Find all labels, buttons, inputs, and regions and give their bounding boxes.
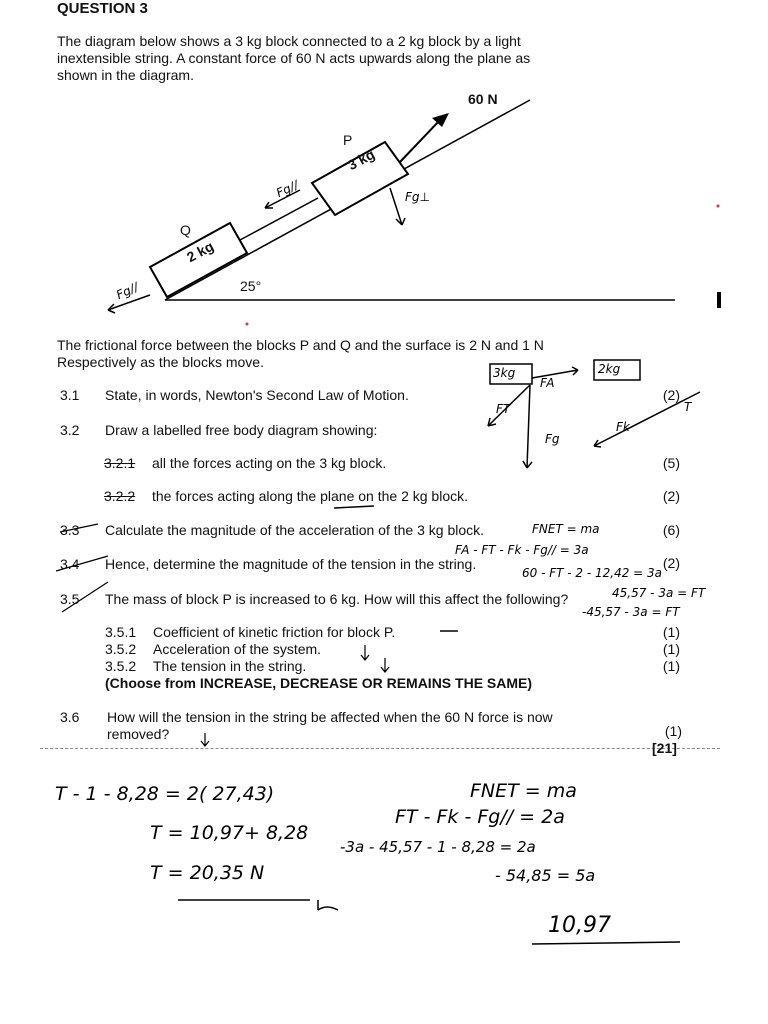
choose-instruction: (Choose from INCREASE, DECREASE OR REMAINS THE SAME): [105, 675, 533, 691]
hw-fnet-2: FNET = ma: [470, 780, 577, 802]
question-title: QUESTION 3: [57, 0, 148, 17]
item-3-1-num: 3.1: [60, 387, 80, 403]
intro-line-1: The diagram below shows a 3 kg block connected to a 2 kg block by a light: [57, 33, 521, 49]
item-3-6-text: How will the tension in the string be affected when the 60 N force is now: [107, 709, 553, 725]
stray-mark: [717, 292, 721, 308]
total-marks: [21]: [652, 740, 677, 756]
hw-work-1: T - 1 - 8,28 = 2( 27,43): [55, 783, 275, 805]
red-dot-1: [717, 205, 720, 208]
force-label: 60 N: [468, 91, 498, 107]
arrow-3-5-2: [361, 645, 369, 660]
hw-eq-3: 45,57 - 3a = FT: [612, 586, 706, 600]
item-3-5-2-text: Acceleration of the system.: [153, 641, 322, 657]
intro-line-2: inextensible string. A constant force of 60 N acts upwards along the plane as: [57, 50, 531, 66]
intro-line-3: shown in the diagram.: [57, 67, 194, 83]
item-3-2-2-text: the forces acting along the plane on the 2 kg block.: [152, 488, 468, 504]
arrow-3-6: [201, 733, 209, 746]
dashed-divider: [40, 748, 720, 749]
item-3-1-marks: (2): [662, 387, 680, 403]
hw-eq-1: FA - FT - Fk - Fg// = 3a: [455, 543, 589, 557]
item-3-4-text: Hence, determine the magnitude of the tension in the string.: [105, 556, 477, 572]
item-3-5-1-num: 3.5.1: [105, 624, 137, 640]
fg-perp-arrow: [390, 188, 405, 225]
item-3-5-3-text: The tension in the string.: [153, 658, 307, 674]
item-3-5-1-marks: (1): [662, 624, 680, 640]
hw-fa: FA: [540, 376, 555, 390]
hw-work-2: T = 10,97+ 8,28: [150, 822, 309, 844]
item-3-6-text-2: removed?: [107, 726, 170, 742]
hw-fg-left: Fg//: [114, 279, 141, 303]
string-line: [240, 198, 318, 240]
hw-eq-5: FT - Fk - Fg// = 2a: [395, 806, 565, 828]
item-3-3-marks: (6): [662, 522, 680, 538]
hw-t: T: [684, 400, 692, 414]
fbd-fg-arrow: [523, 385, 532, 468]
friction-line-1: The frictional force between the blocks P and Q and the surface is 2 N and 1 N: [57, 337, 544, 353]
hw-eq-6: -3a - 45,57 - 1 - 8,28 = 2a: [340, 838, 536, 856]
item-3-2-text: Draw a labelled free body diagram showing:: [105, 422, 378, 438]
hw-box-2kg: 2kg: [598, 362, 621, 376]
item-3-6-marks: (1): [664, 723, 682, 739]
hw-eq-4: -45,57 - 3a = FT: [582, 605, 680, 619]
red-dot-2: [246, 323, 249, 326]
item-3-5-3-num: 3.5.2: [105, 658, 137, 674]
squiggle: [318, 900, 338, 910]
item-3-2-1-num: 3.2.1: [104, 455, 136, 471]
hw-box-3kg: 3kg: [493, 366, 516, 380]
item-3-3-num: 3.3: [60, 522, 80, 538]
item-3-1-text: State, in words, Newton's Second Law of Motion.: [105, 387, 409, 403]
item-3-4-num: 3.4: [60, 556, 80, 572]
item-3-4-marks: (2): [662, 555, 680, 571]
hw-fnet-1: FNET = ma: [532, 522, 600, 536]
item-3-6-num: 3.6: [60, 709, 80, 725]
item-3-2-1-text: all the forces acting on the 3 kg block.: [152, 455, 387, 471]
item-3-5-text: The mass of block P is increased to 6 kg. How will this affect the following?: [105, 591, 569, 607]
item-3-5-2-num: 3.5.2: [105, 641, 137, 657]
friction-line-2: Respectively as the blocks move.: [57, 354, 264, 370]
item-3-2-num: 3.2: [60, 422, 80, 438]
block-p-mass: 3 kg: [345, 145, 378, 174]
hw-answer: 10,97: [548, 913, 611, 938]
arrow-3-5-3: [381, 658, 389, 672]
item-3-5-1-text: Coefficient of kinetic friction for block P.: [153, 624, 396, 640]
angle-label: 25°: [240, 278, 262, 294]
hw-work-3: T = 20,35 N: [150, 862, 265, 884]
hw-eq-2: 60 - FT - 2 - 12,42 = 3a: [522, 566, 663, 580]
item-3-5-2-marks: (1): [662, 641, 680, 657]
hw-fg: Fg: [545, 432, 560, 446]
fbd-fa-arrow: [532, 367, 578, 378]
item-3-3-text: Calculate the magnitude of the acceleration of the 3 kg block.: [105, 522, 485, 538]
hw-ft: FT: [496, 402, 511, 416]
item-3-5-num: 3.5: [60, 591, 80, 607]
item-3-2-2-marks: (2): [662, 488, 680, 504]
hw-fg-perp: Fg⊥: [405, 190, 430, 204]
hw-fk: Fk: [616, 420, 630, 434]
hw-fg-parallel: Fg//: [274, 177, 301, 201]
underline-plane: [334, 506, 374, 508]
block-q-label: Q: [180, 222, 191, 238]
item-3-5-3-marks: (1): [662, 658, 680, 674]
item-3-2-2-num: 3.2.2: [104, 488, 136, 504]
force-arrow-line: [400, 120, 440, 162]
block-q-mass: 2 kg: [184, 237, 217, 266]
item-3-2-1-marks: (5): [662, 455, 680, 471]
block-p-label: P: [343, 132, 353, 148]
hw-eq-7: - 54,85 = 5a: [495, 866, 596, 885]
underline-ans: [532, 942, 680, 944]
